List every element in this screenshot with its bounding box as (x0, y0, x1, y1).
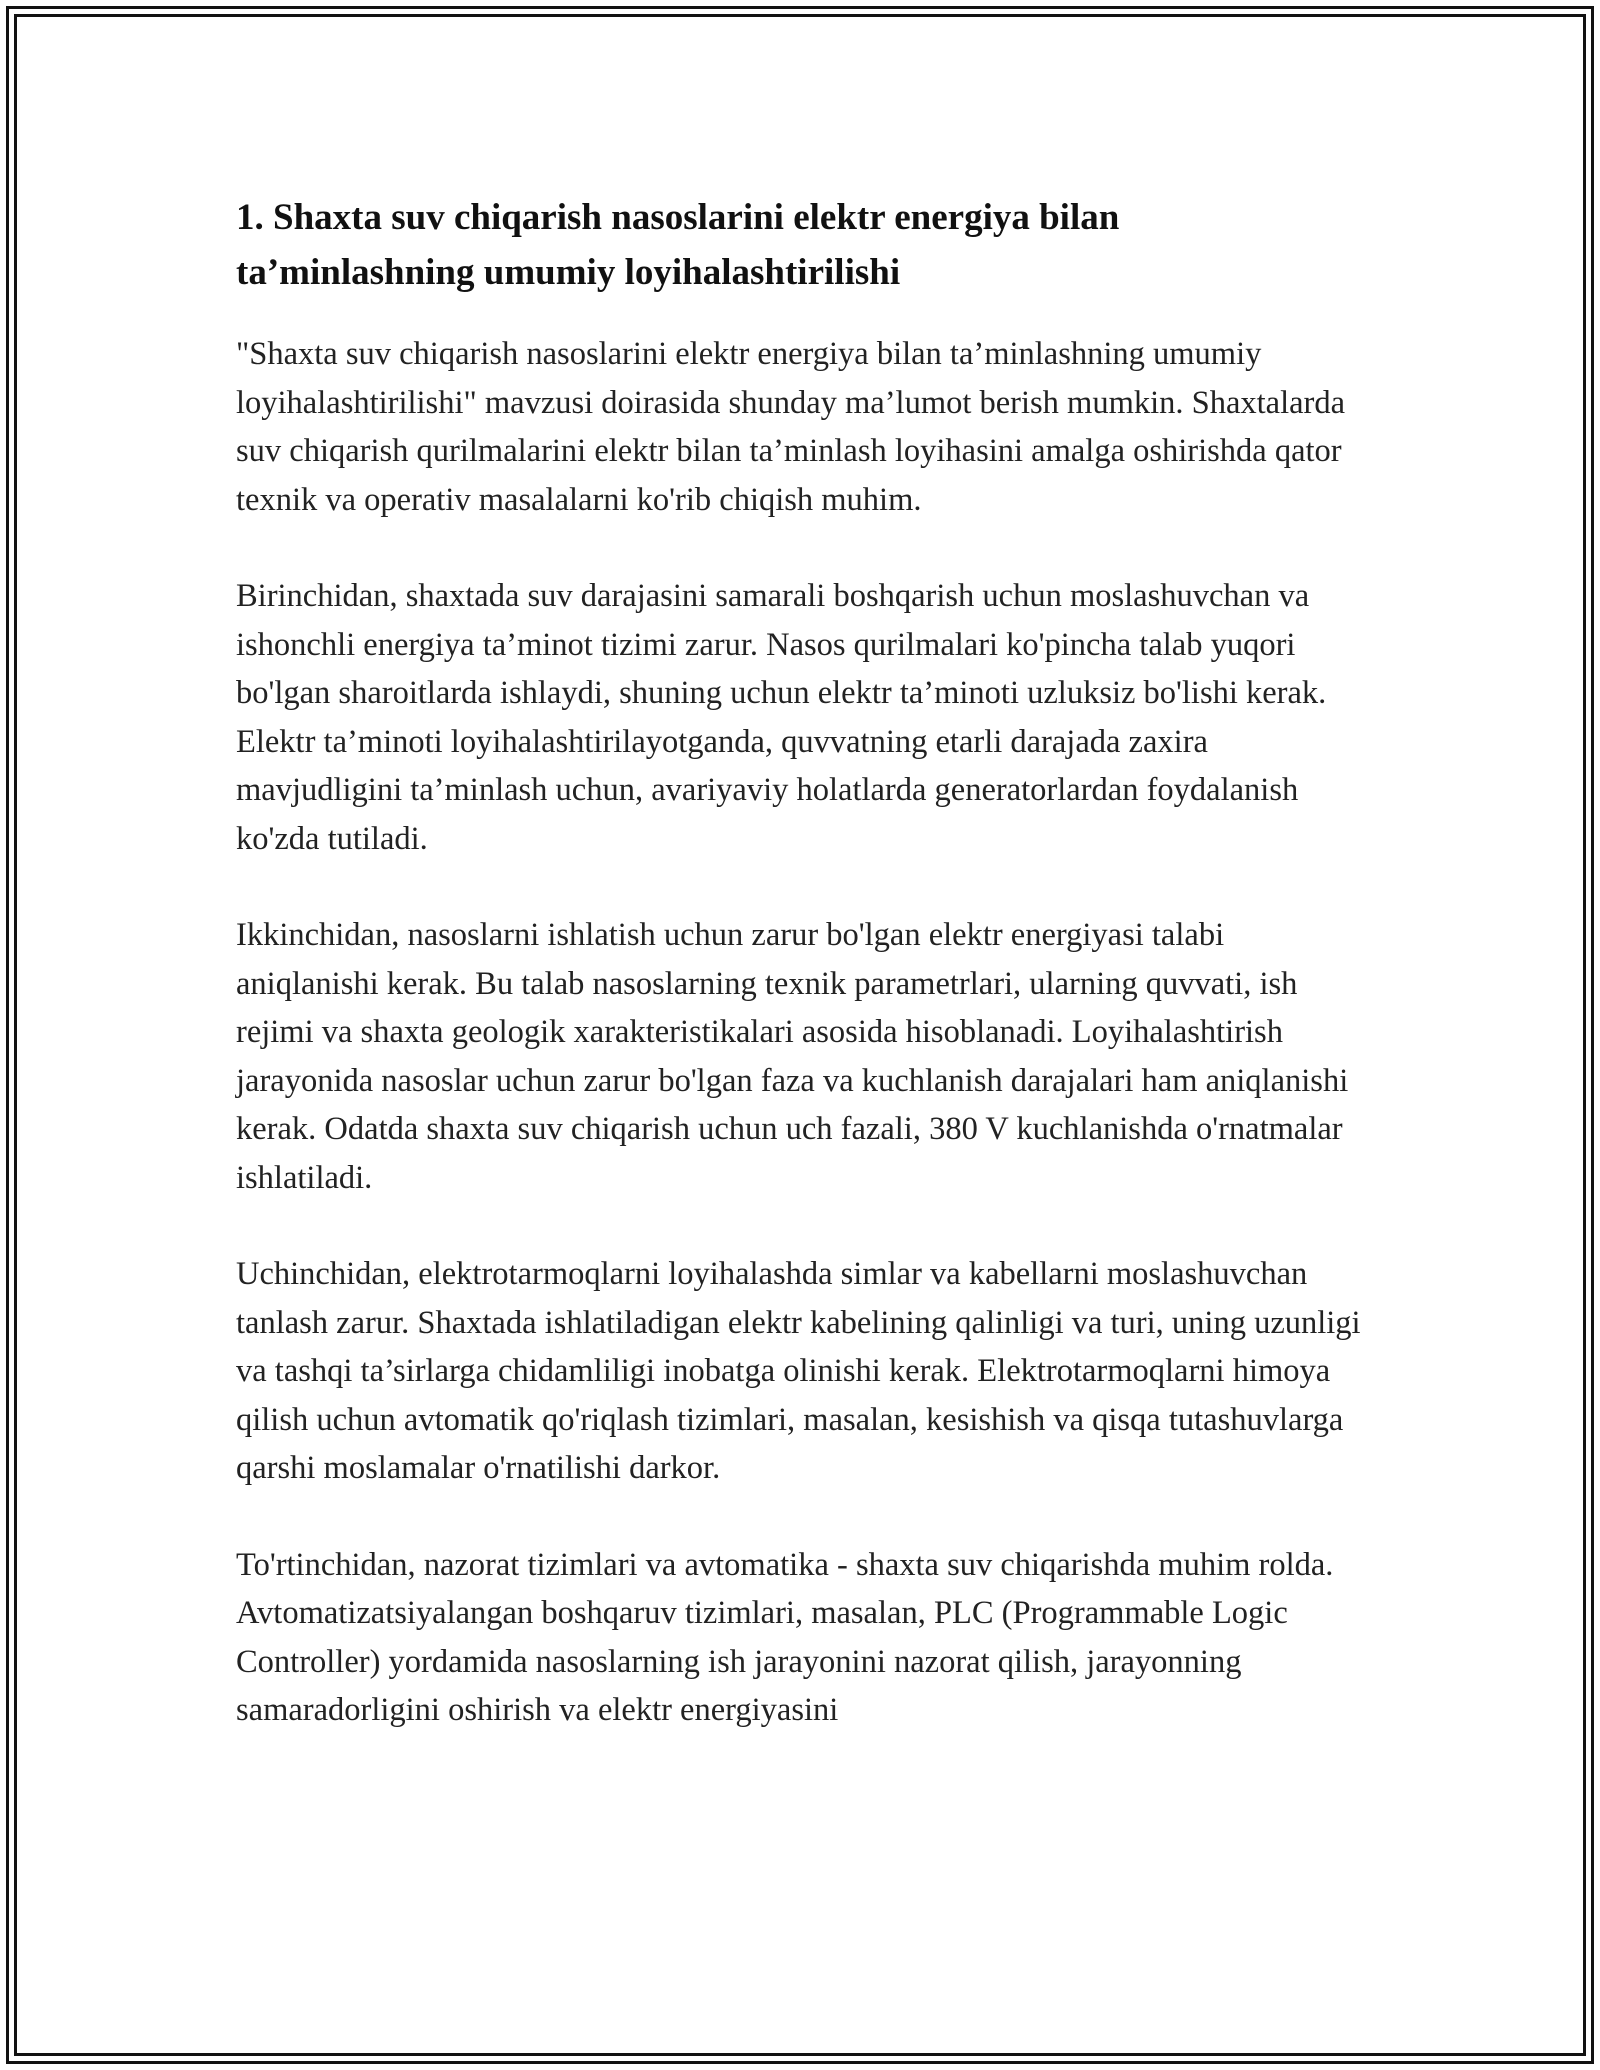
document-body (236, 190, 1366, 1783)
section-title: 1. Shaxta suv chiqarish nasoslarini elektr energiya bilan ta’minlashning umumiy loyihalashtirilishi (236, 197, 1120, 293)
paragraph-third: Uchinchidan, elektrotarmoqlarni loyihalashda simlar va kabellarni moslashuvchan tanlash zarur. Shaxtada ishlatiladigan elektr kabelining qalinligi va turi, uning uzunligi va tashqi ta’sirlarga chidamliligi inobatga olinishi kerak. Elektrotarmoqlarni himoya qilish uchun avtomatik qo'riqlash tizimlari, masalan, kesishish va qisqa tutashuvlarga qarshi moslamalar o'rnatilishi darkor. (236, 1256, 1361, 1486)
paragraph-intro: "Shaxta suv chiqarish nasoslarini elektr energiya bilan ta’minlashning umumiy loyihalashtirilishi" mavzusi doirasida shunday ma’lumot berish mumkin. Shaxtalarda suv chiqarish qurilmalarini elektr bilan ta’minlash loyihasini amalga oshirishda qator texnik va operativ masalalarni ko'rib chiqish muhim. (236, 336, 1346, 518)
paragraph-second: Ikkinchidan, nasoslarni ishlatish uchun zarur bo'lgan elektr energiyasi talabi aniqlanishi kerak. Bu talab nasoslarning texnik parametrlari, ularning quvvati, ish rejimi va shaxta geologik xarakteristikalari asosida hisoblanadi. Loyihalashtirish jarayonida nasoslar uchun zarur bo'lgan faza va kuchlanish darajalari ham aniqlanishi kerak. Odatda shaxta suv chiqarish uchun uch fazali, 380 V kuchlanishda o'rnatmalar ishlatiladi. (236, 917, 1349, 1196)
paragraph-fourth: To'rtinchidan, nazorat tizimlari va avtomatika - shaxta suv chiqarishda muhim rolda. Avtomatizatsiyalangan boshqaruv tizimlari, masalan, PLC (Programmable Logic Controller) yordamida nasoslarning ish jarayonini nazorat qilish, jarayonning samaradorligini oshirish va elektr energiyasini (236, 1546, 1334, 1728)
paragraph-first: Birinchidan, shaxtada suv darajasini samarali boshqarish uchun moslashuvchan va ishonchli energiya ta’minot tizimi zarur. Nasos qurilmalari ko'pincha talab yuqori bo'lgan sharoitlarda ishlaydi, shuning uchun elektr ta’minoti uzluksiz bo'lishi kerak. Elektr ta’minoti loyihalashtirilayotganda, quvvatning etarli darajada zaxira mavjudligini ta’minlash uchun, avariyaviy holatlarda generatorlardan foydalanish ko'zda tutiladi. (236, 578, 1327, 857)
